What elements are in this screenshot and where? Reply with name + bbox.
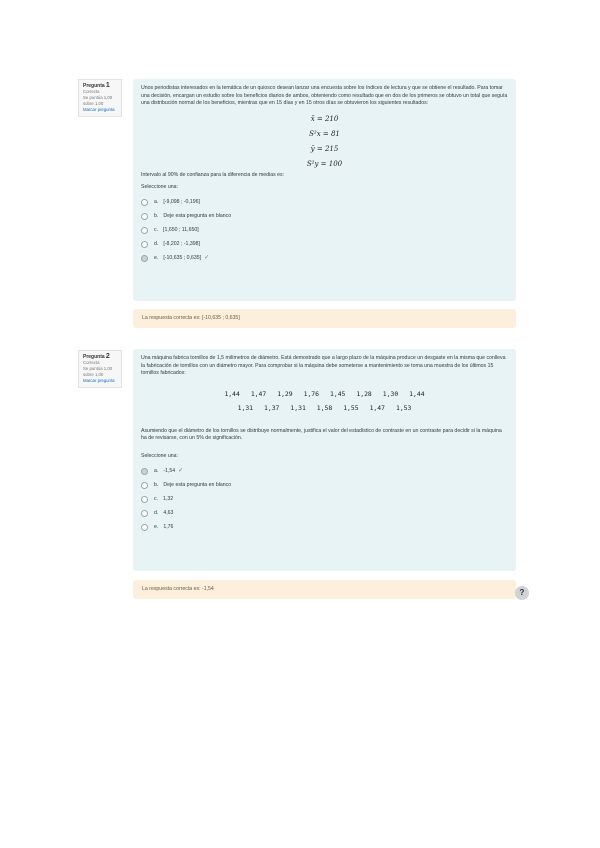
question-label: Pregunta [83, 83, 105, 89]
flag-question-link[interactable]: Marcar pregunta [83, 107, 115, 112]
option-letter: b. [154, 213, 159, 220]
option-letter: b. [154, 481, 159, 488]
radio-button[interactable] [141, 524, 148, 531]
option-text: Deje esta pregunta en blanco [163, 213, 232, 220]
question-2-content [133, 349, 516, 571]
question-1-content [133, 79, 516, 301]
answer-option-a[interactable] [141, 196, 508, 210]
help-button[interactable]: ? [515, 586, 529, 600]
radio-button[interactable] [141, 496, 148, 503]
question-text: Una máquina fabrica tornillos de 1,5 milímetros de diámetro. Está demostrado que a largo plazo de la máquina produce un desgaste en la misma que conlleva la fabricación de tornillos con un diámetro mayor. Para comprobar si la máquina debe someterse a mantenimiento se toma una muestra de los últimos 15 tornillos fabricados: [141, 355, 506, 377]
sample-data [141, 388, 508, 416]
data-value: 1,30 [382, 389, 399, 398]
option-letter: c. [154, 227, 159, 234]
question-prompt: Intervalo al 90% de confianza para la diferencia de medias es: [141, 171, 285, 178]
data-value: 1,53 [395, 403, 412, 412]
radio-button-selected[interactable] [141, 255, 148, 262]
answer-option-c[interactable] [141, 493, 508, 507]
answer-option-e[interactable] [141, 252, 508, 266]
option-letter: c. [154, 495, 159, 502]
answer-option-d[interactable] [141, 507, 508, 521]
radio-button[interactable] [141, 213, 148, 220]
option-text: -1,54 [163, 467, 176, 474]
answer-option-c[interactable] [141, 224, 508, 238]
option-letter: a. [154, 467, 159, 474]
radio-button[interactable] [141, 199, 148, 206]
option-letter: e. [154, 523, 159, 530]
data-value: 1,31 [237, 403, 254, 412]
question-number: 1 [105, 82, 110, 89]
data-value: 1,55 [343, 403, 359, 412]
answer-option-a[interactable] [141, 465, 508, 479]
data-row-1 [141, 388, 508, 402]
answer-option-b[interactable] [141, 479, 508, 493]
question-score: Se puntúa 1,00 sobre 1,00 [83, 366, 113, 377]
formula-mean-y: ȳ = 215 [310, 144, 339, 153]
data-value: 1,45 [330, 389, 346, 398]
question-text: Unos periodistas interesados en la temática de un quiosco desean lanzar una encuesta sobre los índices de lectura y que se obtiene el resultado. Para tomar una decisión, encargan un estudio sobre los beneficios diarios de ambos, obteniendo como resultado que en dos de los primeros se obtuvo un total que seguía una distribución normal de los beneficios, mientras que en 15 días y en 15 otros días se obtuvieron los siguientes resultados: [141, 85, 508, 107]
check-icon: ✓ [204, 255, 210, 262]
question-2-feedback: La respuesta correcta es: -1,54 [133, 580, 516, 599]
option-text: 4,63 [163, 509, 174, 516]
data-value: 1,44 [224, 389, 240, 398]
answer-option-d[interactable] [141, 238, 508, 252]
data-value: 1,29 [277, 389, 293, 398]
radio-button[interactable] [141, 227, 148, 234]
formula-var-x: S²x = 81 [309, 129, 340, 138]
data-value: 1,58 [316, 403, 333, 412]
option-text: [1,650 ; 11,650] [163, 227, 199, 234]
check-icon: ✓ [178, 467, 184, 474]
flag-question-link[interactable]: Marcar pregunta [83, 378, 115, 383]
option-letter: a. [154, 199, 159, 206]
data-value: 1,76 [303, 389, 319, 398]
formula-var-y: S²y = 100 [306, 159, 343, 168]
question-status: Correcta [83, 89, 100, 94]
question-prompt: Asumiendo que el diámetro de los tornillos se distribuye normalmente, justifica el valor del estadístico de contraste en un contraste para decidir si la máquina ha de revisarse, con un 5% de significación. [141, 427, 502, 442]
option-text: 1,76 [163, 523, 174, 530]
option-text: [-9,098 ; -0,196] [163, 199, 200, 206]
option-letter: d. [154, 509, 159, 516]
question-number: 2 [105, 353, 110, 360]
answer-option-b[interactable] [141, 210, 508, 224]
answer-options [141, 184, 508, 266]
answer-options [141, 453, 508, 535]
question-1-info [78, 79, 122, 117]
formula-mean-x: x̄ = 210 [310, 114, 339, 123]
option-text: [-10,635 ; 0,635] [163, 255, 202, 262]
radio-button[interactable] [141, 510, 148, 517]
data-value: 1,47 [369, 403, 385, 412]
data-value: 1,28 [356, 389, 372, 398]
option-text: 1,32 [163, 495, 174, 502]
question-score: Se puntúa 1,00 sobre 1,00 [83, 95, 113, 106]
select-prompt: Seleccione una: [141, 452, 178, 459]
answer-option-e[interactable] [141, 521, 508, 535]
radio-button[interactable] [141, 482, 148, 489]
option-text: [-8,202 ; -1,398] [163, 241, 200, 248]
option-letter: e. [154, 255, 159, 262]
data-value: 1,37 [264, 403, 280, 412]
select-prompt: Seleccione una: [141, 184, 178, 191]
data-value: 1,47 [250, 389, 267, 398]
option-text: Deje esta pregunta en blanco [163, 481, 232, 488]
question-1-feedback: La respuesta correcta es: [-10,635 ; 0,635] [133, 309, 516, 328]
radio-button[interactable] [141, 241, 148, 248]
formula-block [141, 112, 508, 172]
question-status: Correcta [83, 360, 100, 365]
data-row-2 [141, 402, 508, 416]
data-value: 1,44 [409, 389, 425, 398]
radio-button-selected[interactable] [141, 468, 148, 475]
data-value: 1,31 [290, 403, 306, 412]
question-label: Pregunta [83, 354, 105, 360]
option-letter: d. [154, 241, 159, 248]
question-2-info [78, 350, 122, 388]
